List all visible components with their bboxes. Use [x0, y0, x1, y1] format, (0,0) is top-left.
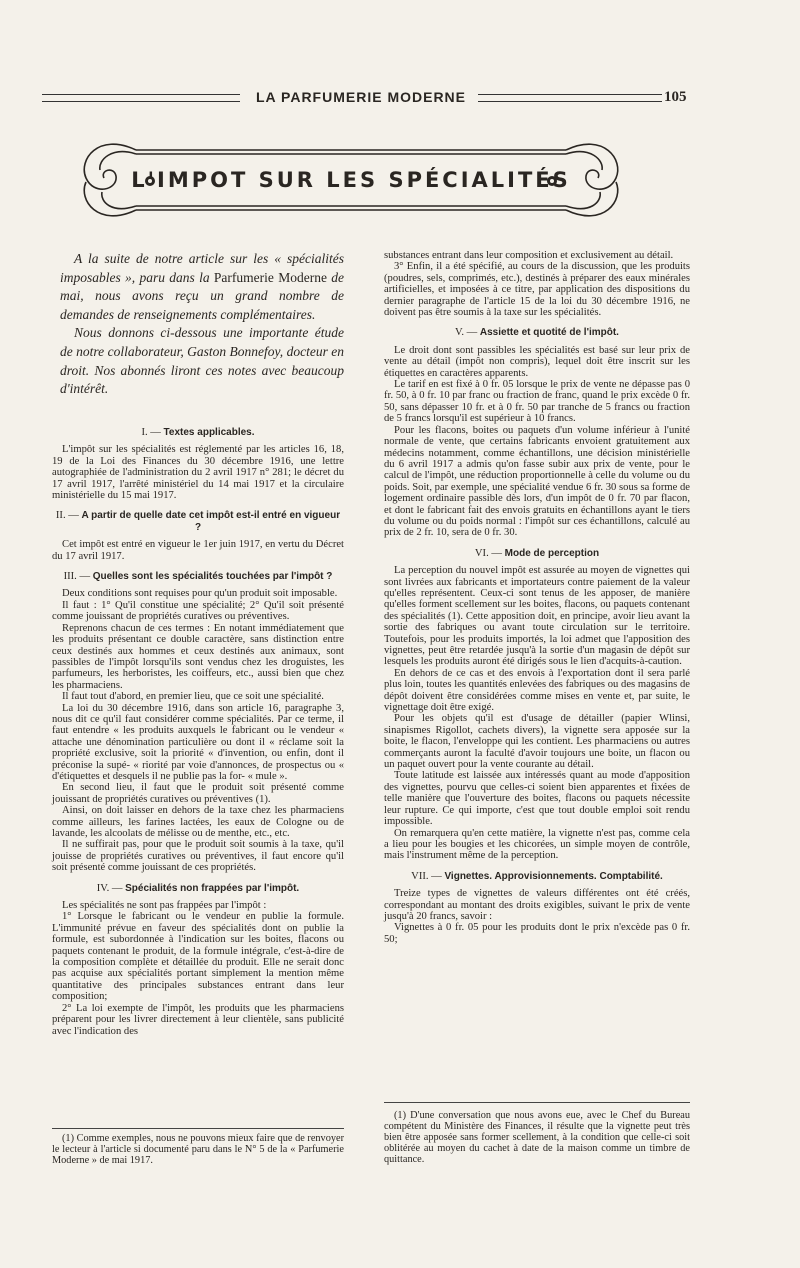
header-rule-left	[42, 94, 240, 102]
paragraph: Pour les objets qu'il est d'usage de détailler (papier Wlinsi, sinapismes Rigollot, cachets divers), la vignette sera apposée sur la boite, le flacon, l'enveloppe qui les contient. Les pharmaciens ou autres commerçants auront la faculté d'avoir toujours une boite, un flacon ou un paquet ouvert pour la vente courante au détail.	[384, 713, 690, 771]
header-rule-right	[478, 94, 662, 102]
paragraph: En dehors de ce cas et des envois à l'exportation dont il sera parlé plus loin, toutes les quantités enlevées des fabriques ou des magasins de dépôt doivent être considérées comme mises en vente et, par suite, le vignettage doit être exigé.	[384, 667, 690, 714]
journal-reference: Parfumerie Moderne	[213, 269, 327, 285]
page-number: 105	[664, 89, 687, 105]
section-heading-3	[52, 571, 344, 582]
article-title: L'IMPOT SUR LES SPÉCIALITÉS	[131, 168, 571, 192]
paragraph: Il faut tout d'abord, en premier lieu, que ce soit une spécialité.	[62, 691, 324, 703]
section-number: VII. —	[411, 870, 442, 882]
paragraph: Ainsi, on doit laisser en dehors de la taxe chez les pharmaciens comme ailleurs, les farines lactées, les eaux de Cologne ou de lavande, les alcoolats de mélisse ou de menthe, etc., etc.	[52, 805, 344, 839]
section-title: A partir de quelle date cet impôt est-il entré en vigueur ?	[81, 510, 341, 533]
paragraph: Toute latitude est laissée aux intéressés quant au mode d'apposition des vignettes, pourvu que celles-ci soient bien apparentes et fixées de telle manière que l'ouverture des boites, flacons ou paquets nécessite leur rupture. Ce qui importe, c'est que tout double emploi soit rendu impossible.	[384, 770, 690, 828]
paragraph: Reprenons chacun de ces termes : En notant immédiatement que les produits présentant ce double caractère, sans distinction entre ceux destinés aux hommes et ceux destinés aux animaux, sont passibles de l'impôt lorsqu'ils sont vendus chez les droguistes, les parfumeurs, les herboristes, les coiffeurs, etc., aussi bien que chez les pharmaciens.	[52, 622, 344, 691]
section-number: I. —	[141, 427, 161, 438]
footnote-rule-left	[52, 1128, 344, 1129]
journal-title: LA PARFUMERIE MODERNE	[256, 89, 466, 105]
intro-text: A la suite de notre article sur les « spécialités imposables », paru dans la	[60, 251, 344, 285]
paragraph: Il faut : 1° Qu'il constitue une spécialité; 2° Qu'il soit présenté comme jouissant de propriétés curatives ou préventives.	[52, 599, 344, 623]
paragraph: Le tarif en est fixé à 0 fr. 05 lorsque le prix de vente ne dépasse pas 0 fr. 50, à 0 fr. 10 par franc ou fraction de franc, quand le prix excède 0 fr. 50, sans dépasser 10 fr. et à 0 fr. 50 par tranche de 5 francs ou fraction de 5 francs lorsqu'il est supérieur à 10 francs.	[384, 379, 690, 425]
paragraph: 2° La loi exempte de l'impôt, les produits que les pharmaciens préparent pour les livrer directement à leur clientèle, sans publicité avec l'indication des	[52, 1002, 344, 1037]
section-title: Textes applicables.	[163, 427, 255, 438]
paragraph: Il ne suffirait pas, pour que le produit soit soumis à la taxe, qu'il jouisse de propriétés curatives ou préventives, il faut encore qu'il soit présenté comme jouissant de ces propriétés.	[52, 839, 344, 874]
section-heading-6	[384, 548, 690, 559]
section-title: Assiette et quotité de l'impôt.	[479, 327, 619, 339]
section-number: V. —	[455, 327, 478, 339]
intro-text: de mai, nous avons reçu un grand nombre de demandes de renseignements complémentaires.	[60, 269, 344, 322]
article-intro	[60, 250, 344, 399]
intro-paragraph-2: Nous donnons ci-dessous une importante étude de notre collaborateur, Gaston Bonnefoy, docteur en droit. Nos abonnés liront ces notes avec beaucoup d'intérêt.	[60, 325, 344, 397]
section-number: VI. —	[474, 547, 502, 559]
footnote-rule-right	[384, 1102, 690, 1103]
section-number: IV. —	[96, 882, 123, 894]
section-number: III. —	[63, 571, 91, 583]
paragraph: 1° Lorsque le fabricant ou le vendeur en publie la formule. L'immunité prévue en faveur des spécialités dont on publie la formule, est subordonnée à l'indication sur les boites, flacons ou paquets contenant le produit, de la formule intégrale, c'est-à-dire de la composition complète et détaillée du produit. Elle ne serait donc pas acquise aux spécialités portant simplement la mention même quantitative des principales substances entrant dans leur composition;	[52, 911, 344, 1003]
right-column	[384, 250, 690, 945]
paragraph: Deux conditions sont requises pour qu'un produit soit imposable.	[62, 588, 338, 600]
paragraph: Cet impôt est entré en vigueur le 1er juin 1917, en vertu du Décret du 17 avril 1917.	[52, 539, 344, 562]
paragraph: La loi du 30 décembre 1916, dans son article 16, paragraphe 3, nous dit ce qu'il faut considérer comme spécialités. Par ce terme, il faut entendre « les produits auxquels le fabricant ou le vendeur « attache une dénomination particulière ou dont il « réclame soit la propriété exclusive, soit la priorité « d'invention, ou enfin, dont il préconise la supé- « riorité par voie d'annonces, de prospectus ou « d'étiquettes et desquels il ne publie pas la for- « mule ».	[52, 702, 344, 782]
paragraph: Pour les flacons, boites ou paquets d'un volume inférieur à l'unité normale de vente, que certains fabricants envoient gratuitement aux médecins notamment, comme échantillons, une décision ministérielle du 6 avril 1917 a admis qu'on fasse subir aux prix de vente, pour le calcul de l'impôt, une réduction proportionnelle à celle du volume ou du poids. Soit, par exemple, une spécialité vendue 6 fr. 30 sous sa forme de logement ordinaire passible dès lors, d'un impôt de 0 fr. 70 par flacon, et dont le fabricant fait des envois gratuits en échantillons ayant le tiers du volume ou du poids normal : l'impôt sur ces échantillons, calculé au prix de 2 fr. 10, sera de 0 fr. 30.	[384, 424, 690, 539]
intro-paragraph-1	[60, 250, 344, 324]
section-title: Vignettes. Approvisionnements. Comptabilité.	[444, 870, 663, 882]
paragraph: Treize types de vignettes de valeurs différentes ont été créés, correspondant au montant des droits exigibles, suivant le prix de vente jusqu'à 20 francs, savoir :	[384, 888, 690, 922]
running-header	[42, 90, 686, 106]
section-number: II. —	[55, 510, 79, 522]
paragraph: L'impôt sur les spécialités est réglementé par les articles 16, 18, 19 de la Loi des Finances du 30 décembre 1916, une lettre autographiée de l'administration du 2 avril 1917 n° 281; le décret du 17 avril 1917, l'arrêté ministériel du 14 mai 1917 et la circulaire ministérielle du 15 mai 1917.	[52, 444, 344, 502]
paragraph: substances entrant dans leur composition et exclusivement au détail.	[384, 250, 674, 261]
section-title: Mode de perception	[504, 547, 600, 559]
paragraph: 3° Enfin, il a été spécifié, au cours de la discussion, que les produits (poudres, sels, comprimés, etc.), destinés à préparer des eaux minérales artificielles, et imposées à ce titre, par application des dispositions du dernier paragraphe de l'article 15 de la loi du 30 décembre 1916, ne doivent pas être soumis à la taxe sur les spécialités.	[384, 261, 690, 319]
paragraph: Le droit dont sont passibles les spécialités est basé sur leur prix de vente au détail (impôt non compris), lequel doit être inscrit sur les étiquettes en caractères apparents.	[384, 344, 690, 379]
paragraph: La perception du nouvel impôt est assurée au moyen de vignettes qui sont livrées aux fabricants et importateurs contre paiement de la valeur qu'elles représentent. Ceux-ci sont tenus de les apposer, de manière qu'elles forment scellement sur les boites, flacons, ou paquets contenant des spécialités (1). Cette apposition doit, en principe, avoir lieu avant la sortie des fabriques ou avant toute circulation sur le territoire. Toutefois, pour les produits importés, la loi admet que l'apposition des vignettes, peut être retardée jusqu'à la sortie d'un magasin de dépôt sur lesquels les produits auront été dirigés sous le lien d'acquits-à-caution.	[384, 565, 690, 668]
left-column	[52, 418, 344, 1037]
section-title: Quelles sont les spécialités touchées par l'impôt ?	[92, 571, 333, 583]
footnote-text: (1) D'une conversation que nous avons eue, avec le Chef du Bureau compétent du Ministère des Finances, il résulte que la vignette peut très bien être apposée sans former scellement, à la condition que celle-ci soit oblitérée au moyen du cachet à date de la maison comme un timbre de quittance.	[384, 1110, 690, 1165]
footnote-right	[384, 1110, 690, 1165]
title-banner	[78, 130, 624, 230]
paragraph: En second lieu, il faut que le produit soit présenté comme jouissant de propriétés curatives ou préventives (1).	[52, 782, 344, 805]
paragraph: On remarquera qu'en cette matière, la vignette n'est pas, comme cela a lieu pour les bougies et les chicorées, un simple moyen de contrôle, mais l'instrument même de la perception.	[384, 827, 690, 862]
footnote-left	[52, 1133, 344, 1166]
section-heading-7	[384, 871, 690, 882]
paragraph: Les spécialités ne sont pas frappées par l'impôt :	[62, 900, 267, 912]
footnote-text: (1) Comme exemples, nous ne pouvons mieux faire que de renvoyer le lecteur à l'article si documenté paru dans le N° 5 de la « Parfumerie Moderne » de mai 1917.	[52, 1133, 344, 1166]
section-heading-1	[52, 427, 344, 438]
section-heading-4	[52, 883, 344, 894]
section-heading-5	[384, 327, 690, 338]
paragraph: Vignettes à 0 fr. 05 pour les produits dont le prix n'excède pas 0 fr. 50;	[384, 922, 690, 945]
section-title: Spécialités non frappées par l'impôt.	[125, 882, 300, 894]
section-heading-2	[52, 510, 344, 533]
